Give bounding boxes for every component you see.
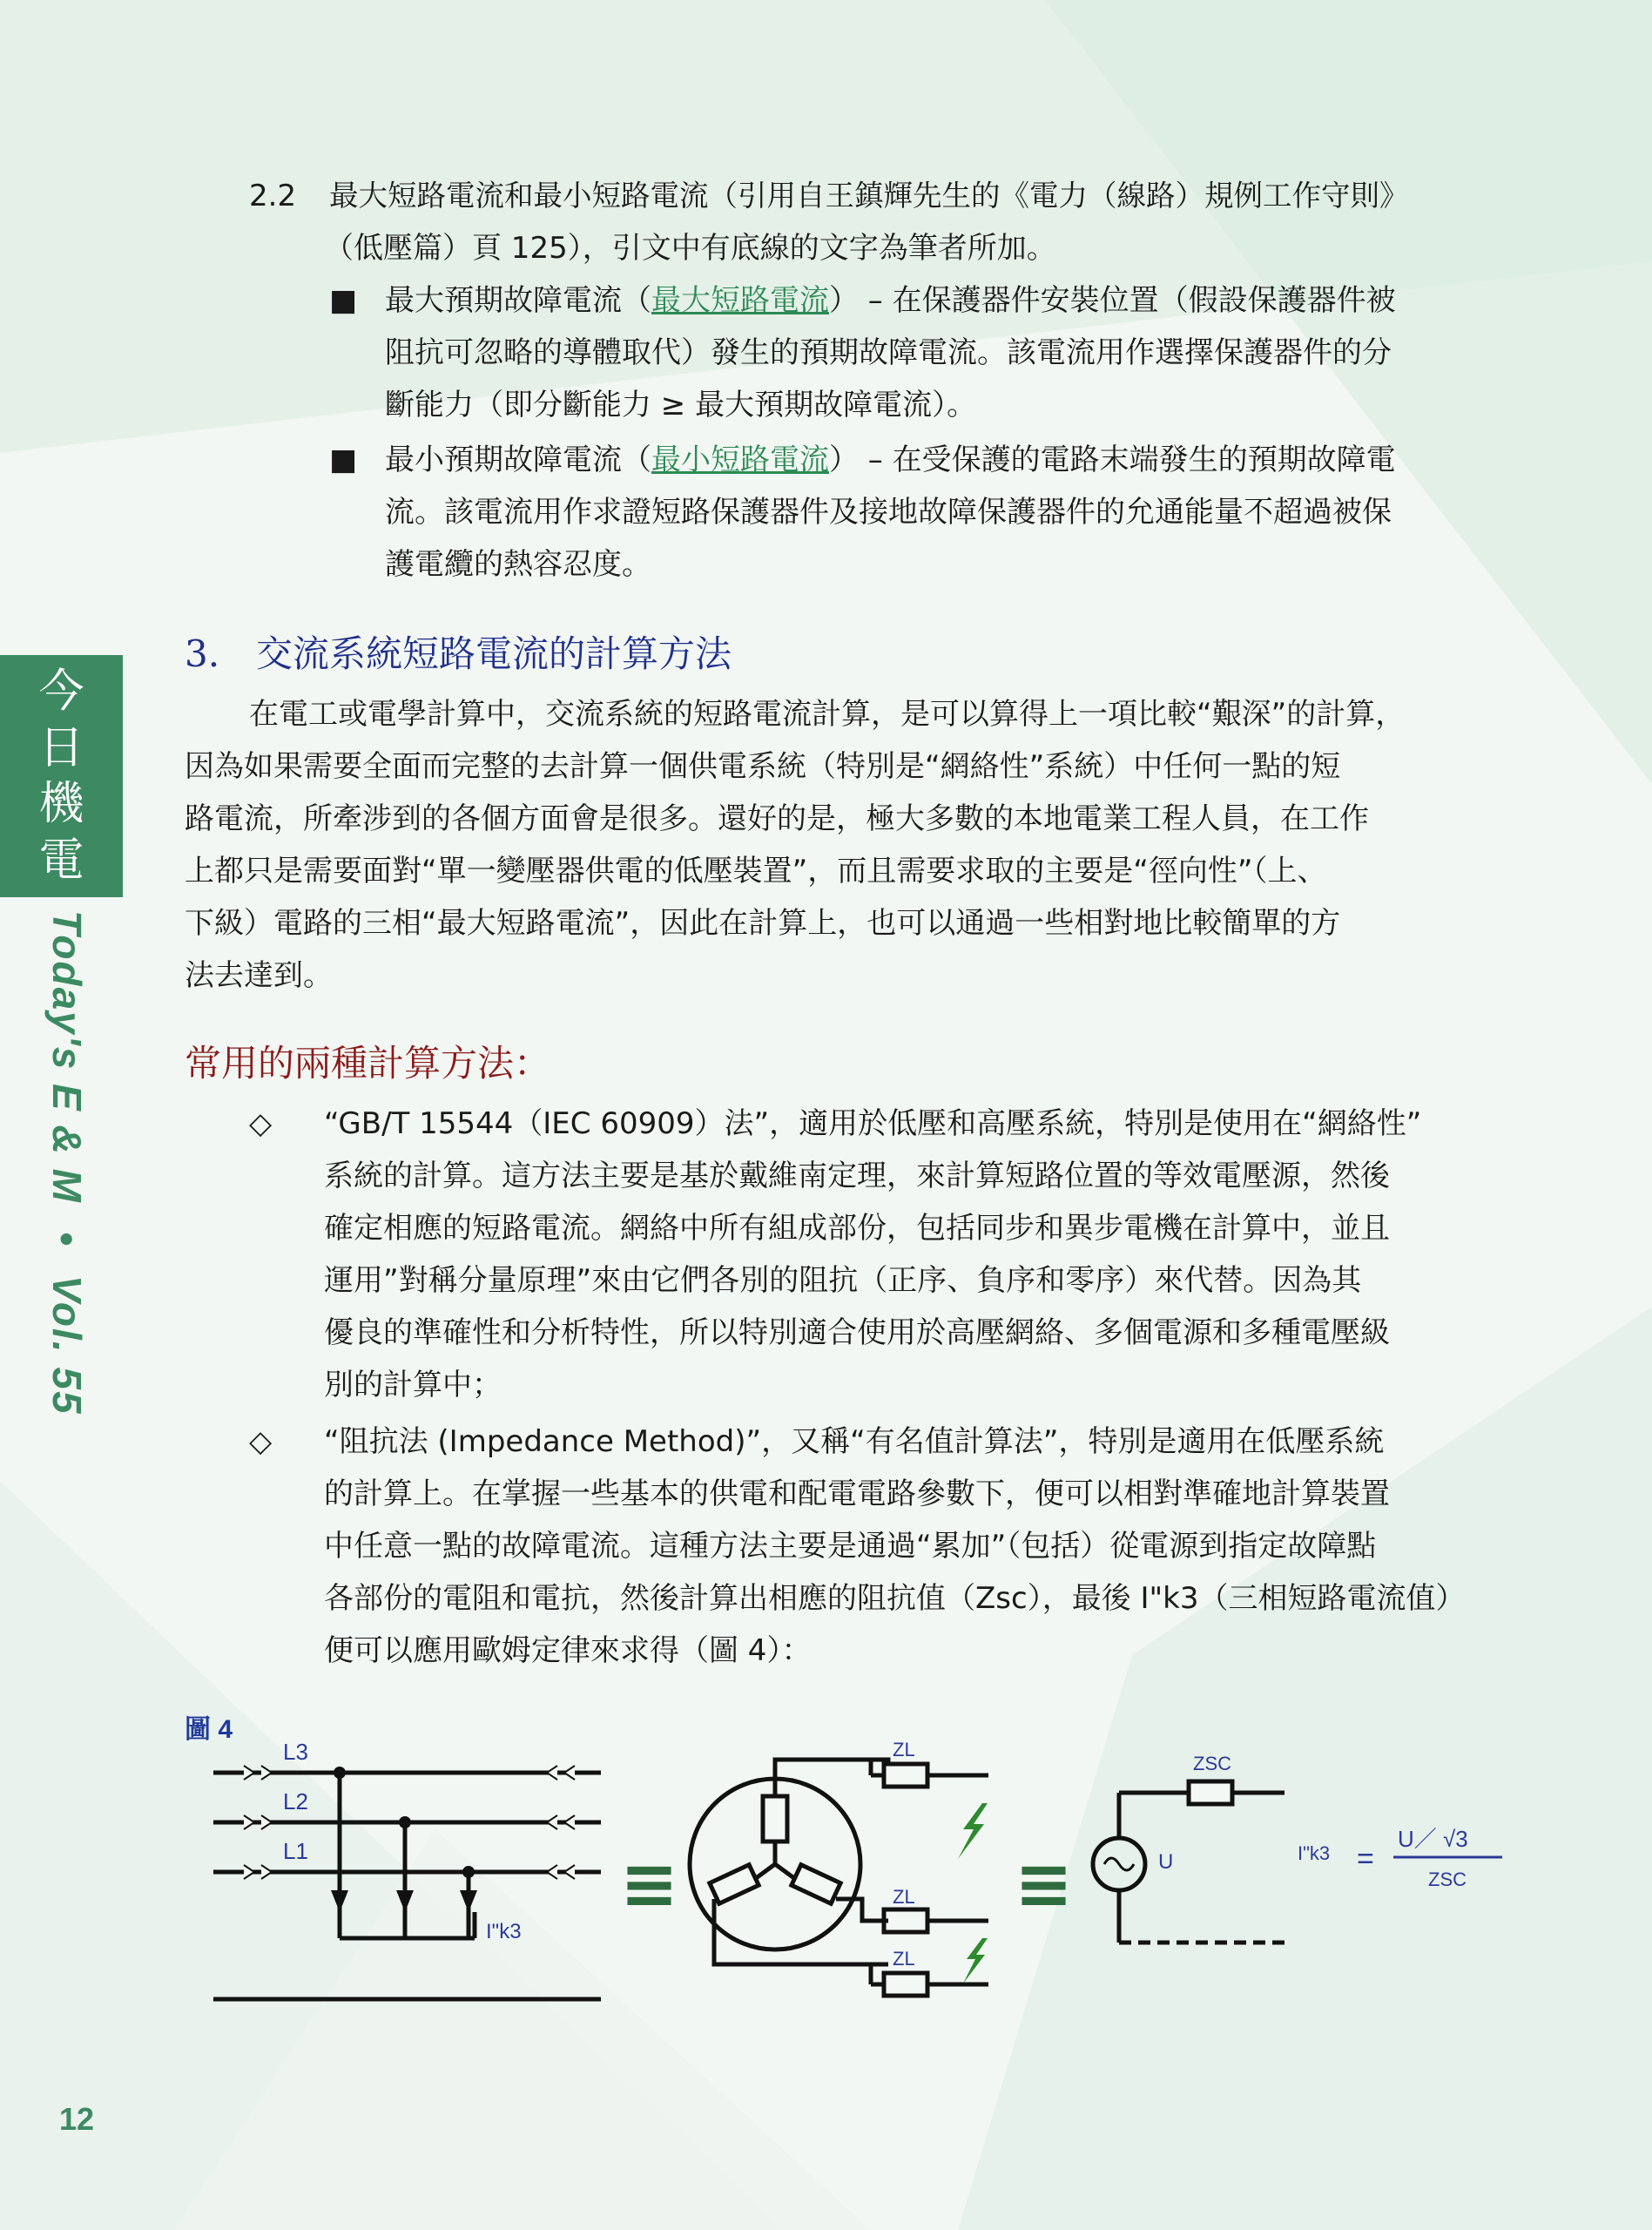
zl-label: ZL <box>893 1886 915 1908</box>
method-2-line: 便可以應用歐姆定律來求得（圖 4）： <box>324 1633 812 1668</box>
zl-label: ZL <box>893 1739 915 1760</box>
page-number: 12 <box>59 2101 95 2137</box>
bus-label-l2: L2 <box>283 1788 308 1814</box>
formula-lhs: I"k3 <box>1298 1842 1331 1864</box>
diamond-bullet-icon: ◇ <box>249 1424 273 1459</box>
section-2-2-line-2: （低壓篇）頁 125），引文中有底線的文字為筆者所加。 <box>324 231 1056 266</box>
bullet-text: 最大預期故障電流（ <box>385 283 651 318</box>
vertical-title-volume: Vol. 55 <box>44 1274 90 1416</box>
equivalent-circuit <box>1093 1781 1285 1943</box>
methods-heading: 常用的兩種計算方法： <box>185 1042 551 1085</box>
sidebar-char: 日 <box>38 721 84 774</box>
bullet-text: ） – 在保護器件安裝位置（假設保護器件被 <box>829 283 1396 318</box>
figure-label: 圖 4 <box>185 1715 233 1744</box>
bus-label-l3: L3 <box>283 1739 308 1765</box>
paragraph-line: 上都只是需要面對“單一變壓器供電的低壓裝置”，而且需要求取的主要是“徑向性”（上、 <box>185 854 1327 889</box>
formula-numerator: U／ √3 <box>1398 1826 1468 1852</box>
method-2-line: 中任意一點的故障電流。這種方法主要是通過“累加”（包括）從電源到指定故障點 <box>324 1529 1377 1564</box>
bullet-min-fault-line-2: 流。該電流用作求證短路保護器件及接地故障保護器件的允通能量不超過被保 <box>385 495 1392 530</box>
formula-equals: = <box>1357 1842 1374 1875</box>
method-2-line: 各部份的電阻和電抗，然後計算出相應的阻抗值（Zsc），最後 I"k3（三相短路電流值） <box>324 1581 1466 1616</box>
method-1-line: 系統的計算。這方法主要是基於戴維南定理，來計算短路位置的等效電壓源，然後 <box>324 1159 1390 1193</box>
bullet-max-fault-line-3: 斷能力（即分斷能力 ≥ 最大預期故障電流）。 <box>385 388 977 422</box>
fault-lightning-icon <box>958 1803 988 1983</box>
bullet-text: 最小預期故障電流（ <box>385 443 651 477</box>
section-number: 3. <box>185 632 220 675</box>
method-1-line: 別的計算中； <box>324 1368 502 1402</box>
sidebar-char: 今 <box>38 666 84 719</box>
vertical-title-name: Today's E & M <box>44 910 90 1204</box>
section-text: 最大短路電流和最小短路電流（引用自王鎮輝先生的《電力（線路）規例工作守則》 <box>329 179 1409 213</box>
formula-denominator: ZSC <box>1428 1868 1467 1890</box>
sidebar-char: 機 <box>38 778 84 831</box>
diamond-bullet-icon: ◇ <box>249 1106 273 1141</box>
bus-label-l1: L1 <box>283 1838 308 1864</box>
method-2-line: 的計算上。在掌握一些基本的供電和配電電路參數下，便可以相對準確地計算裝置 <box>324 1477 1390 1511</box>
paragraph-line: 在電工或電學計算中，交流系統的短路電流計算，是可以算得上一項比較“艱深”的計算， <box>249 697 1406 732</box>
section-number: 2.2 <box>249 179 297 213</box>
method-1-line: 優良的準確性和分析特性，所以特別適合使用於高壓網絡、多個電源和多種電壓級 <box>324 1315 1390 1350</box>
square-bullet-icon: ■ <box>329 283 358 318</box>
source-label: U <box>1158 1850 1174 1874</box>
sidebar-char: 電 <box>38 834 84 887</box>
fault-current-label: I"k3 <box>486 1920 522 1943</box>
square-bullet-icon: ■ <box>329 443 358 477</box>
equivalence-symbol: ≡ <box>620 1843 679 1924</box>
bullet-max-fault-line-2: 阻抗可忽略的導體取代）發生的預期故障電流。該電流用作選擇保護器件的分 <box>385 335 1392 370</box>
paragraph-line: 法去達到。 <box>185 958 333 993</box>
method-1-line: “GB/T 15544（IEC 60909）法”，適用於低壓和高壓系統，特別是使用在“網絡性” <box>324 1106 1422 1141</box>
fault-connections <box>340 1773 475 1938</box>
zsc-label: ZSC <box>1193 1753 1231 1774</box>
phase-impedances <box>871 1764 988 1996</box>
method-1-line: 確定相應的短路電流。網絡中所有組成部份，包括同步和異步電機在計算中，並且 <box>324 1211 1390 1246</box>
underlined-term: 最大短路電流 <box>651 283 829 318</box>
section-title: 交流系統短路電流的計算方法 <box>256 632 732 675</box>
zl-label: ZL <box>893 1948 915 1970</box>
equivalence-symbol: ≡ <box>1015 1843 1074 1924</box>
method-2-line: “阻抗法 (Impedance Method)”，又稱“有名值計算法”，特別是適用在低壓系統 <box>324 1424 1385 1459</box>
paragraph-line: 因為如果需要全面而完整的去計算一個供電系統（特別是“網絡性”系統）中任何一點的短 <box>185 749 1341 784</box>
bullet-text: ） – 在受保護的電路末端發生的預期故障電 <box>829 443 1396 477</box>
bullet-min-fault-line-3: 護電纜的熱容忍度。 <box>385 547 651 582</box>
paragraph-line: 下級）電路的三相“最大短路電流”，因此在計算上，也可以通過一些相對地比較簡單的方 <box>185 906 1341 941</box>
method-1-line: 運用”對稱分量原理”來由它們各別的阻抗（正序、負序和零序）來代替。因為其 <box>324 1263 1362 1298</box>
vertical-title-dot: • <box>44 1231 90 1247</box>
transformer-star-winding <box>690 1760 888 1964</box>
paragraph-line: 路電流，所牽涉到的各個方面會是很多。還好的是，極大多數的本地電業工程人員，在工作 <box>185 801 1369 836</box>
underlined-term: 最小短路電流 <box>651 443 829 477</box>
current-arrows <box>331 1890 477 1912</box>
